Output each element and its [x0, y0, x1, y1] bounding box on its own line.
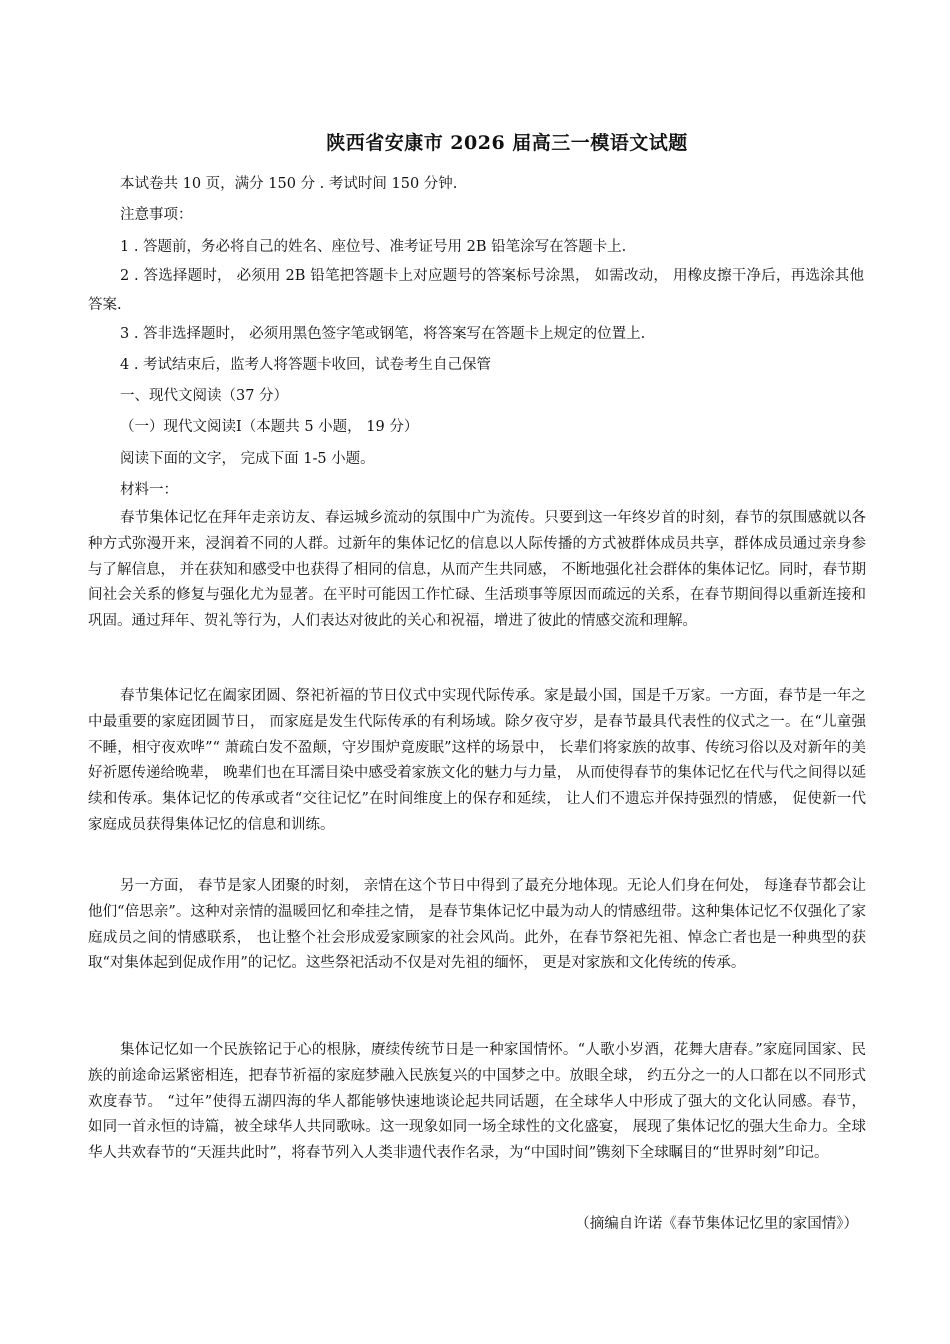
paragraph: 春节集体记忆在阖家团圆、祭祀祈福的节日仪式中实现代际传承。家是最小国，国是千万家。一方面，春节是一年之中最重要的家庭团圆节日， 而家庭是发生代际传承的有利场域。除夕夜守岁，是春节最具代表性的仪式之一。在“儿童强不睡，相守夜欢哗”“ 萧疏白发不盈颠，守岁围炉竟废眠”这样的场景中， 长辈们将家族的故事、传统习俗以及对新年的美好祈愿传递给晚辈， 晚辈们也在耳濡目染中感受着家族文化的魅力与力量， 从而使得春节的集体记忆在代与代之间得以延续和传承。集体记忆的传承或者“交往记忆”在时间维度上的保存和延续， 让人们不遗忘并保持强烈的情感， 促使新一代家庭成员获得集体记忆的信息和训练。: [88, 688, 866, 833]
notice-item: 2 . 答选择题时， 必须用 2B 铅笔把答题卡上对应题号的答案标号涂黑， 如需改动， 用橡皮擦干净后，再选涂其他答案.: [88, 268, 864, 313]
page-title: 陕西省安康市 2026 届高三一模语文试题: [326, 132, 688, 154]
paragraph: 另一方面， 春节是家人团聚的时刻， 亲情在这个节日中得到了最充分地体现。无论人们身在何处， 每逢春节都会让他们“倍思亲”。这种对亲情的温暖回忆和牵挂之情， 是春节集体记忆中最为动人的情感纽带。这种集体记忆不仅强化了家庭成员之间的情感联系， 也让整个社会形成爱家顾家的社会风尚。此外，在春节祭祀先祖、悼念亡者也是一种典型的获取“对集体起到促成作用”的记忆。这些祭祀活动不仅是对先祖的缅怀， 更是对家族和文化传统的传承。: [88, 878, 866, 972]
notice-item: 4 . 考试结束后，监考人将答题卡收回，试卷考生自己保管: [120, 357, 492, 373]
subsection-heading: （一）现代文阅读I（本题共 5 小题， 19 分）: [120, 419, 419, 435]
reading-instruction: 阅读下面的文字， 完成下面 1-5 小题。: [120, 451, 375, 467]
paragraph: 集体记忆如一个民族铭记于心的根脉，赓续传统节日是一种家国情怀。“人歌小岁酒，花舞大唐春。”家庭同国家、民族的前途命运紧密相连，把春节祈福的家庭梦融入民族复兴的中国梦之中。放眼全球， 约五分之一的人口都在以不同形式欢度春节。 “过年”使得五湖四海的华人都能够快速地谈论起共同话题，在全球华人中形成了强大的文化认同感。春节， 如同一首永恒的诗篇，被全球华人共同歌咏。这一现象如同一场全球性的文化盛宴， 展现了集体记忆的强大生命力。全球华人共欢春节的“天涯共此时”，将春节列入人类非遗代表作名录，为“中国时间”镌刻下全球瞩目的“世界时刻”印记。: [88, 1042, 866, 1162]
notice-item: 1 . 答题前，务必将自己的姓名、座位号、准考证号用 2B 铅笔涂写在答题卡上.: [120, 239, 627, 255]
exam-intro: 本试卷共 10 页，满分 150 分 . 考试时间 150 分钟.: [120, 176, 458, 192]
section-heading: 一、现代文阅读（37 分）: [120, 388, 289, 404]
material-label: 材料一：: [120, 482, 178, 498]
paragraph: 春节集体记忆在拜年走亲访友、春运城乡流动的氛围中广为流传。只要到这一年终岁首的时刻，春节的氛围感就以各种方式弥漫开来，浸润着不同的人群。过新年的集体记忆的信息以人际传播的方式被群体成员共享，群体成员通过亲身参与了解信息， 并在获知和感受中也获得了相同的信息，从而产生共同感， 不断地强化社会群体的集体记忆。同时，春节期间社会关系的修复与强化尤为显著。在平时可能因工作忙碌、生活琐事等原因而疏远的关系，在春节期间得以重新连接和巩固。通过拜年、贺礼等行为，人们表达对彼此的关心和祝福，增进了彼此的情感交流和理解。: [88, 510, 866, 630]
notice-item: 3 . 答非选择题时， 必须用黑色签字笔或钢笔，将答案写在答题卡上规定的位置上.: [120, 326, 646, 342]
notice-heading: 注意事项：: [120, 207, 193, 223]
source-citation: （摘编自许诺《春节集体记忆里的家国情》）: [575, 1216, 858, 1232]
